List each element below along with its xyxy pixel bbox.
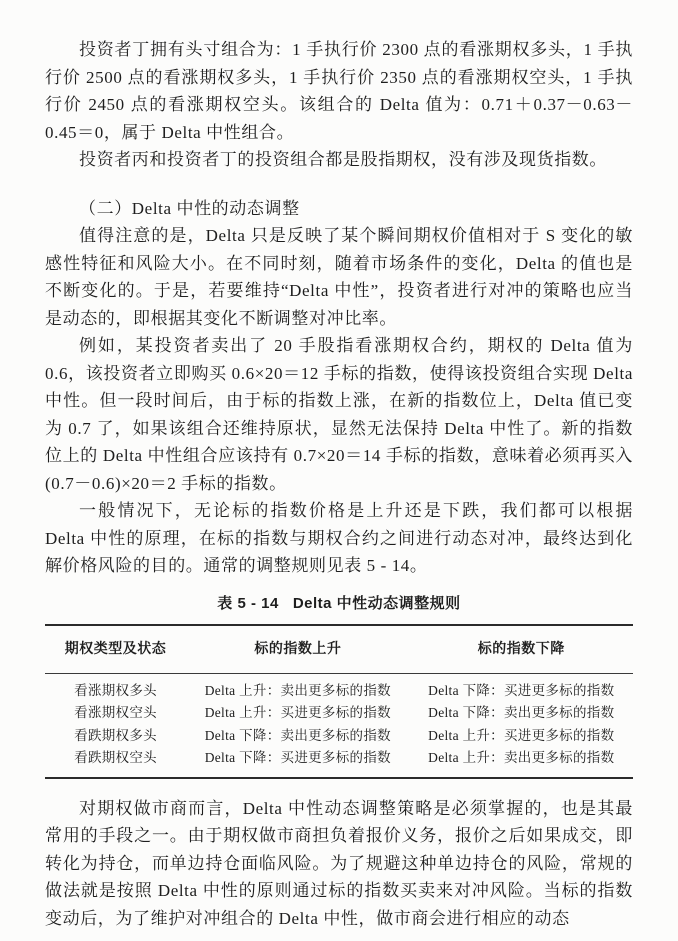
table-caption bbox=[45, 590, 633, 618]
paragraph-investors-conclusion: 投资者丙和投资者丁的投资组合都是股指期权，没有涉及现货指数。 bbox=[79, 150, 607, 169]
header-cell-index-down: 标的指数下降 bbox=[410, 625, 633, 673]
header-cell-option-type: 期权类型及状态 bbox=[45, 625, 186, 673]
delta-adjustment-rules-table bbox=[45, 624, 633, 779]
table-row-put-long bbox=[45, 725, 633, 748]
table-cell: 看跌期权多头 bbox=[74, 727, 157, 743]
table-row-put-short bbox=[45, 747, 633, 778]
table-cell: 看跌期权空头 bbox=[74, 750, 157, 765]
table-header-row bbox=[45, 625, 633, 673]
table-number-label: 表 5 - 14 bbox=[217, 594, 279, 612]
paragraph-general-adjustment-rule: 一般情况下，无论标的指数价格是上升还是下跌，我们都可以根据 Delta 中性的原理，在标的指数与期权合约之间进行动态对冲，最终达到化解价格风险的目的。通常的调整规则见表 5 - 14。 bbox=[45, 501, 633, 575]
table-row-call-long bbox=[45, 673, 633, 702]
paragraph-delta-hedge-example: 例如，某投资者卖出了 20 手股指看涨期权合约，期权的 Delta 值为 0.6，该投资者立即购买 0.6×20＝12 手标的指数，使得该投资组合实现 Delta 中性。但一段时间后，由于标的指数上涨，在新的指数位上，Delta 值已变为 0.7 了，如果该组合还维持原状，显然无法保持 Delta 中性了。新的指数位上的 Delta 中性组合应该持有 0.7×20＝14 手标的指数，意味着必须再买入(0.7－0.6)×20＝2 手标的指数。 bbox=[45, 336, 633, 493]
table-cell: Delta 上升：卖出更多标的指数 bbox=[204, 682, 391, 698]
table-cell: Delta 下降：卖出更多标的指数 bbox=[428, 705, 615, 720]
table-cell: 看涨期权空头 bbox=[74, 705, 157, 720]
paragraph-market-maker: 对期权做市商而言，Delta 中性动态调整策略是必须掌握的，也是其最常用的手段之一。由于期权做市商担负着报价义务，报价之后如果成交，即转化为持仓，而单边持仓面临风险。为了规避这种单边持仓的风险，常规的做法就是按照 Delta 中性的原则通过标的指数买卖来对冲风险。当标的指数变动后，为了维护对冲组合的 Delta 中性，做市商会进行相应的动态 bbox=[45, 798, 633, 928]
table-cell: Delta 下降：卖出更多标的指数 bbox=[204, 727, 391, 743]
table-5-14-block bbox=[45, 590, 633, 779]
page-body-text bbox=[45, 36, 633, 932]
table-cell: 看涨期权多头 bbox=[74, 682, 157, 698]
header-cell-index-up: 标的指数上升 bbox=[186, 625, 409, 673]
table-cell: Delta 上升：买进更多标的指数 bbox=[204, 705, 391, 720]
paragraph-delta-sensitivity-note: 值得注意的是，Delta 只是反映了某个瞬间期权价值相对于 S 变化的敏感性特征和风险大小。在不同时刻，随着市场条件的变化，Delta 的值也是不断变化的。于是，若要维持“Delta 中性”，投资者进行对冲的策略也应当是动态的，即根据其变化不断调整对冲比率。 bbox=[45, 226, 633, 328]
paragraph-investor-ding-portfolio: 投资者丁拥有头寸组合为：1 手执行价 2300 点的看涨期权多头，1 手执行价 2500 点的看涨期权多头，1 手执行价 2350 点的看涨期权空头，1 手执行价 2450 点的看涨期权空头。该组合的 Delta 值为：0.71＋0.37－0.63－0.45＝0，属于 Delta 中性组合。 bbox=[45, 40, 633, 142]
table-cell: Delta 上升：买进更多标的指数 bbox=[428, 727, 615, 743]
table-cell: Delta 下降：买进更多标的指数 bbox=[204, 750, 391, 765]
section-heading-delta-dynamic-adjustment: （二）Delta 中性的动态调整 bbox=[79, 198, 300, 218]
table-cell: Delta 上升：卖出更多标的指数 bbox=[428, 750, 615, 765]
table-title-text: Delta 中性动态调整规则 bbox=[292, 594, 461, 612]
table-cell: Delta 下降：买进更多标的指数 bbox=[428, 682, 615, 698]
table-row-call-short bbox=[45, 702, 633, 725]
